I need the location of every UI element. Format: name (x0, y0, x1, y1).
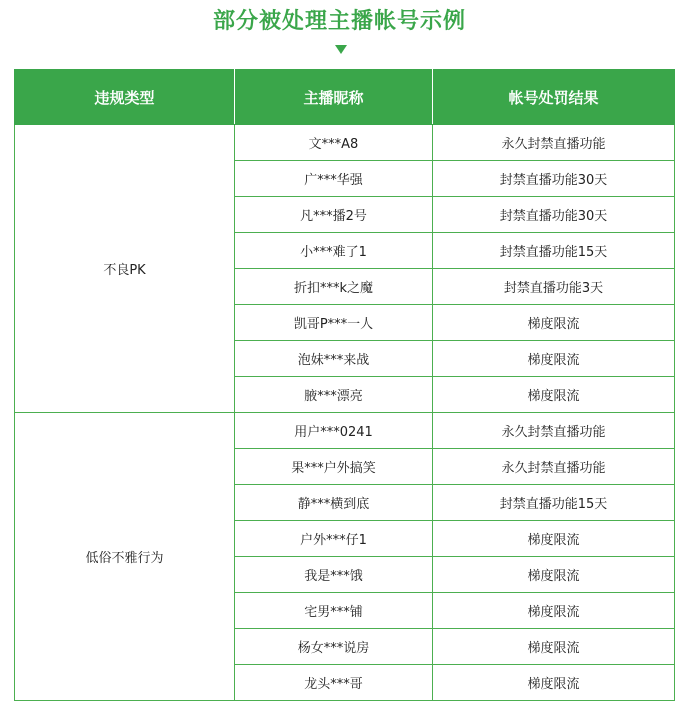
penalty-cell: 梯度限流 (433, 557, 675, 593)
table-row (15, 125, 675, 161)
nickname-cell: 果***户外搞笑 (235, 449, 433, 485)
penalty-cell: 永久封禁直播功能 (433, 413, 675, 449)
down-arrow-icon (335, 45, 347, 54)
nickname-cell: 腋***漂亮 (235, 377, 433, 413)
nickname-cell: 用户***0241 (235, 413, 433, 449)
nickname-cell: 静***横到底 (235, 485, 433, 521)
nickname-cell: 宅男***铺 (235, 593, 433, 629)
penalty-cell: 永久封禁直播功能 (433, 125, 675, 161)
nickname-cell: 折扣***k之魔 (235, 269, 433, 305)
nickname-cell: 泡妹***来战 (235, 341, 433, 377)
header-account-penalty: 帐号处罚结果 (433, 70, 675, 125)
nickname-cell: 凯哥P***一人 (235, 305, 433, 341)
penalty-cell: 封禁直播功能15天 (433, 233, 675, 269)
nickname-cell: 文***A8 (235, 125, 433, 161)
header-violation-type: 违规类型 (15, 70, 235, 125)
nickname-cell: 凡***播2号 (235, 197, 433, 233)
page-title: 部分被处理主播帐号示例 (212, 9, 466, 34)
table-header-row (15, 70, 675, 125)
header-streamer-nickname: 主播昵称 (235, 70, 433, 125)
penalty-cell: 梯度限流 (433, 521, 675, 557)
nickname-cell: 小***难了1 (235, 233, 433, 269)
table-row (15, 413, 675, 449)
penalty-cell: 封禁直播功能30天 (433, 197, 675, 233)
nickname-cell: 龙头***哥 (235, 665, 433, 701)
penalty-cell: 梯度限流 (433, 629, 675, 665)
nickname-cell: 户外***仔1 (235, 521, 433, 557)
penalty-cell: 梯度限流 (433, 593, 675, 629)
penalty-cell: 梯度限流 (433, 305, 675, 341)
nickname-cell: 杨女***说房 (235, 629, 433, 665)
violation-type-cell: 低俗不雅行为 (15, 413, 235, 701)
penalty-cell: 梯度限流 (433, 341, 675, 377)
penalty-cell: 封禁直播功能15天 (433, 485, 675, 521)
penalty-cell: 封禁直播功能30天 (433, 161, 675, 197)
penalty-cell: 梯度限流 (433, 665, 675, 701)
penalty-cell: 梯度限流 (433, 377, 675, 413)
penalty-cell: 封禁直播功能3天 (433, 269, 675, 305)
nickname-cell: 广***华强 (235, 161, 433, 197)
violation-type-cell: 不良PK (15, 125, 235, 413)
penalty-table (14, 69, 675, 701)
nickname-cell: 我是***饿 (235, 557, 433, 593)
penalty-cell: 永久封禁直播功能 (433, 449, 675, 485)
